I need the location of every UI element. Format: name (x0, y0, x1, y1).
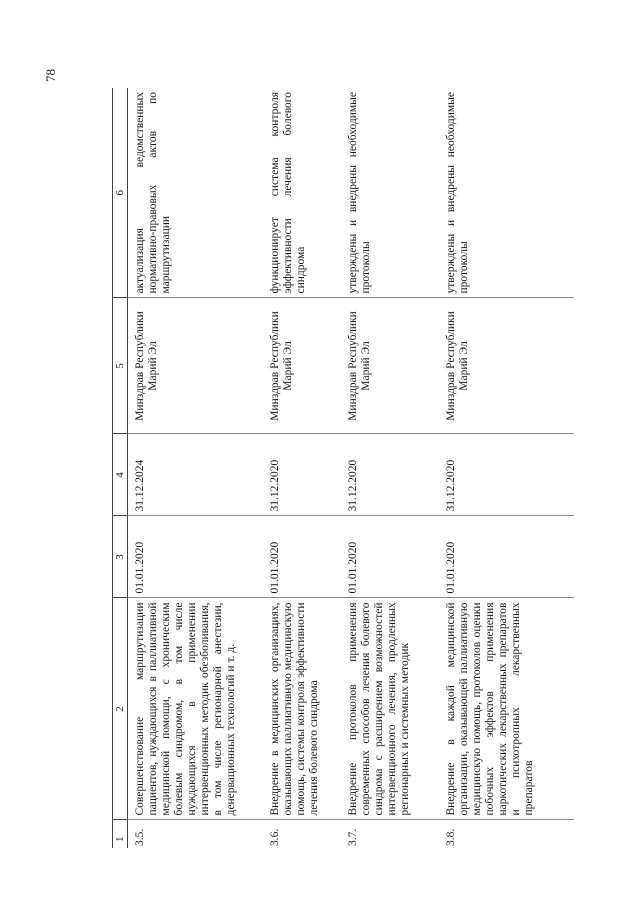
end-date: 31.12.2020 (439, 434, 574, 516)
result-text: утверждены и внедрены необходимые протоколы (439, 88, 574, 298)
table-row (341, 88, 439, 848)
measure-text: Совершенствование маршрутизации пациентов, нуждающихся в паллиативной медицинской помощи, с хроническим болевым синдромом, в том числе нуждающихся в применении интервенционных методик обезболивания, в том числе регионарной анестезии, денервационных технологий и т. д. (128, 598, 264, 820)
result-text: актуализация ведомственных нормативно-правовых актов по маршрутизации (128, 88, 264, 298)
header-col-1: 1 (113, 820, 128, 848)
responsible: Минздрав Республики Марий Эл (341, 298, 439, 434)
header-col-5: 5 (113, 298, 128, 434)
start-date: 01.01.2020 (439, 516, 574, 598)
header-col-6: 6 (113, 88, 128, 298)
rotated-table-container (112, 88, 552, 848)
responsible: Минздрав Республики Марий Эл (263, 298, 341, 434)
end-date: 31.12.2024 (128, 434, 264, 516)
measure-text: Внедрение протоколов применения современных способов лечения болевого синдрома с расширением возможностей интервенционного лечения, продленных регионарных и системных методик (341, 598, 439, 820)
row-number: 3.5. (134, 828, 146, 846)
measure-text: Внедрение в каждой медицинской организации, оказывающей паллиативную медицинскую помощь, протоколов оценки побочных эффектов применения наркотических лекарственных препаратов и психотропных лекарственных препаратов (439, 598, 574, 820)
end-date: 31.12.2020 (263, 434, 341, 516)
page-number: 78 (43, 69, 58, 82)
header-col-4: 4 (113, 434, 128, 516)
header-col-2: 2 (113, 598, 128, 820)
row-number: 3.8. (445, 828, 457, 846)
row-number: 3.7. (347, 828, 359, 846)
end-date: 31.12.2020 (341, 434, 439, 516)
result-text: утверждены и внедрены необходимые протоколы (341, 88, 439, 298)
result-text: функционирует система контроля эффективности лечения болевого синдрома (263, 88, 341, 298)
measure-text: Внедрение в медицинских организациях, оказывающих паллиативную медицинскую помощь, системы контроля эффективности лечения болевого синдрома (263, 598, 341, 820)
table-row (128, 88, 264, 848)
table-header-row (113, 88, 128, 848)
responsible: Минздрав Республики Марий Эл (439, 298, 574, 434)
start-date: 01.01.2020 (341, 516, 439, 598)
measures-table (112, 88, 574, 848)
table-row (439, 88, 574, 848)
table-row (263, 88, 341, 848)
header-col-3: 3 (113, 516, 128, 598)
row-number: 3.6. (269, 828, 281, 846)
responsible: Минздрав Республики Марий Эл (128, 298, 264, 434)
start-date: 01.01.2020 (128, 516, 264, 598)
start-date: 01.01.2020 (263, 516, 341, 598)
